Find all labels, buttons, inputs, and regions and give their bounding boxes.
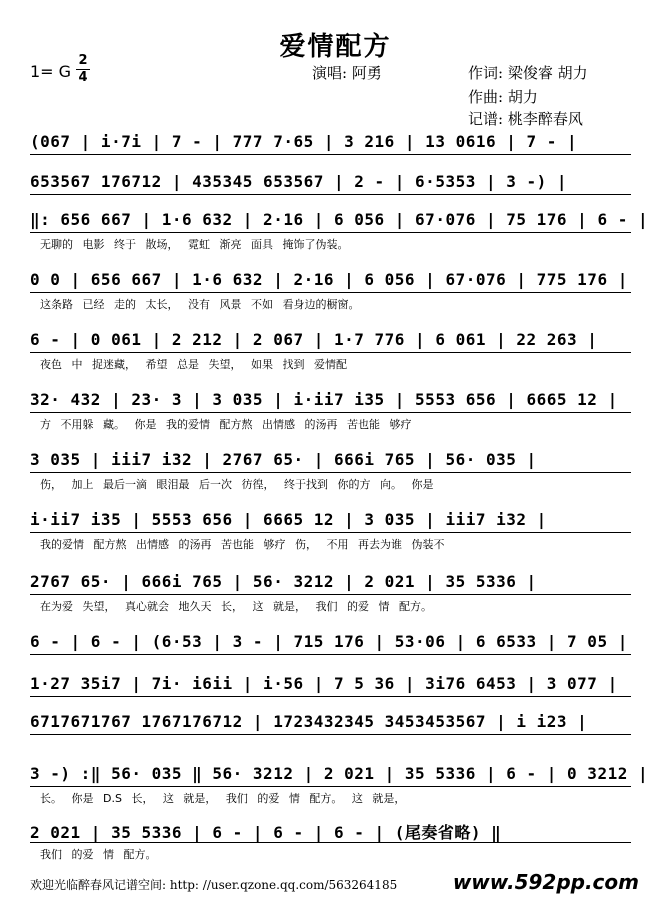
- beam-line: [30, 194, 631, 195]
- time-signature: [76, 54, 90, 85]
- row-notes: ‖: 656 667 | 1·6 632 | 2·16 | 6 056 | 67·076 | 75 176 | 6 - |: [30, 210, 649, 229]
- row-notes: (067 | i·7i | 7 - | 777 7·65 | 3 216 | 13 0616 | 7 - |: [30, 132, 578, 151]
- row-lyrics: 我们 的爱 情 配方。: [40, 848, 157, 861]
- footer-text: 欢迎光临醉春风记谱空间: http: //user.qzone.qq.com/563264185: [30, 878, 398, 892]
- beam-line: [30, 352, 631, 353]
- row-notes: i·ii7 i35 | 5553 656 | 6665 12 | 3 035 | iii7 i32 |: [30, 510, 547, 529]
- beam-line: [30, 154, 631, 155]
- beam-line: [30, 654, 631, 655]
- composer-credit: 作曲: 胡力: [468, 88, 538, 106]
- beam-line: [30, 786, 631, 787]
- row-notes: 6 - | 0 061 | 2 212 | 2 067 | 1·7 776 | 6 061 | 22 263 |: [30, 330, 598, 349]
- beam-line: [30, 232, 631, 233]
- watermark: www.592pp.com: [452, 870, 639, 894]
- row-lyrics: 我的爱情 配方熬 出情感 的汤再 苦也能 够疗 伤， 不用 再去为谁 伪装不: [40, 538, 445, 551]
- beam-line: [30, 412, 631, 413]
- row-notes: 1·27 35i7 | 7i· i6ii | i·56 | 7 5 36 | 3i76 6453 | 3 077 |: [30, 674, 618, 693]
- row-lyrics: 伤， 加上 最后一滴 眼泪最 后一次 彷徨， 终于找到 你的方 向。 你是: [40, 478, 434, 491]
- time-sig-bottom: 4: [78, 70, 88, 85]
- lyricist-credit: 作词: 梁俊睿 胡力: [468, 64, 588, 82]
- row-lyrics: 方 不用躲 藏。 你是 我的爱情 配方熬 出情感 的汤再 苦也能 够疗: [40, 418, 412, 431]
- time-sig-top: 2: [78, 53, 88, 68]
- song-title: 爱情配方: [279, 32, 392, 62]
- key-signature: 1= G: [30, 62, 72, 81]
- beam-line: [30, 594, 631, 595]
- row-notes: 653567 176712 | 435345 653567 | 2 - | 6·5353 | 3 -) |: [30, 172, 568, 191]
- singer-credit: 演唱: 阿勇: [312, 64, 382, 82]
- row-notes: 32· 432 | 23· 3 | 3 035 | i·ii7 i35 | 5553 656 | 6665 12 |: [30, 390, 618, 409]
- row-lyrics: 夜色 中 捉迷藏， 希望 总是 失望， 如果 找到 爱情配: [40, 358, 347, 371]
- row-lyrics: 无聊的 电影 终于 散场， 霓虹 渐亮 面具 掩饰了伪装。: [40, 238, 349, 251]
- beam-line: [30, 292, 631, 293]
- row-lyrics: 在为爱 失望， 真心就会 地久天 长， 这 就是， 我们 的爱 情 配方。: [40, 600, 432, 613]
- beam-line: [30, 472, 631, 473]
- row-notes: 6717671767 1767176712 | 1723432345 3453453567 | i i23 |: [30, 712, 588, 731]
- beam-line: [30, 532, 631, 533]
- row-lyrics: 长。 你是 D.S 长， 这 就是， 我们 的爱 情 配方。 这 就是，: [40, 792, 406, 805]
- row-notes: 2767 65· | 666i 765 | 56· 3212 | 2 021 | 35 5336 |: [30, 572, 537, 591]
- row-notes: 2 021 | 35 5336 | 6 - | 6 - | 6 - | (尾奏省略) ‖: [30, 823, 502, 842]
- transcriber-credit: 记谱: 桃李醉春风: [468, 110, 583, 128]
- row-notes: 3 035 | iii7 i32 | 2767 65· | 666i 765 | 56· 035 |: [30, 450, 537, 469]
- row-notes: 6 - | 6 - | (6·53 | 3 - | 715 176 | 53·06 | 6 6533 | 7 05 |: [30, 632, 628, 651]
- row-notes: 0 0 | 656 667 | 1·6 632 | 2·16 | 6 056 | 67·076 | 775 176 |: [30, 270, 628, 289]
- beam-line: [30, 842, 631, 843]
- row-notes: 3 -) :‖ 56· 035 ‖ 56· 3212 | 2 021 | 35 5336 | 6 - | 0 3212 |: [30, 764, 649, 783]
- beam-line: [30, 696, 631, 697]
- beam-line: [30, 734, 631, 735]
- row-lyrics: 这条路 已经 走的 太长， 没有 风景 不如 看身边的橱窗。: [40, 298, 360, 311]
